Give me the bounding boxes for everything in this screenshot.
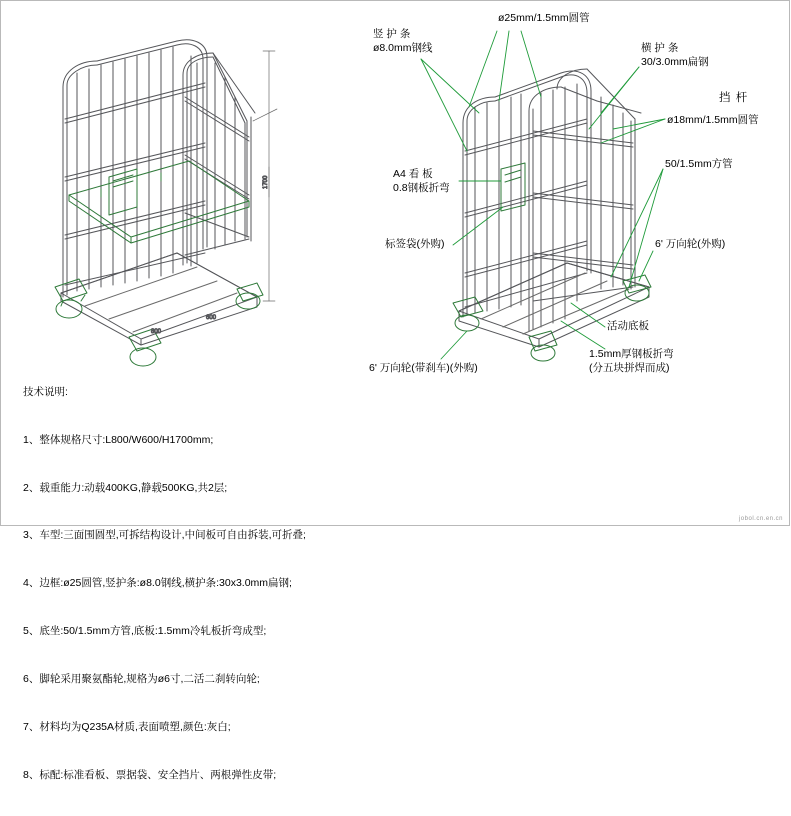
callout-line: 活动底板 — [607, 320, 649, 332]
svg-text:600: 600 — [206, 315, 217, 321]
callout-horizontal-guard-bar — [641, 41, 709, 69]
callout-line: (分五块拼焊而成) — [589, 362, 670, 375]
left-view-cage — [55, 40, 277, 366]
caster-rear-right — [236, 283, 263, 309]
callout-line: ø8.0mm钢线 — [373, 42, 433, 55]
callout-line: ø18mm/1.5mm圆管 — [667, 114, 759, 126]
callout-line: 50/1.5mm方管 — [665, 158, 733, 170]
callout-base-plate-spec — [589, 347, 674, 375]
callout-caster-6-inch — [655, 237, 725, 251]
caster-right-front — [529, 331, 557, 361]
spec-row: 5、底坐:50/1.5mm方管,底板:1.5mm冷轧板折弯成型; — [23, 625, 267, 638]
callout-stop-bar-title — [719, 91, 748, 107]
callout-label-pocket — [385, 237, 445, 251]
callout-line: 30/3.0mm扁钢 — [641, 56, 709, 69]
spec-row: 6、脚轮采用聚氨酯轮,规格为ø6寸,二活二刹转向轮; — [23, 673, 260, 686]
callout-line: ø25mm/1.5mm圆管 — [498, 12, 590, 24]
watermark: jobol.cn.en.cn — [738, 516, 783, 522]
callout-line: 挡 杆 — [719, 92, 749, 104]
callout-square-tube-50 — [665, 157, 733, 171]
callout-line: 1.5mm厚钢板折弯 — [589, 348, 674, 360]
spec-row: 4、边框:ø25圆管,竖护条:ø8.0钢线,横护条:30x3.0mm扁钢; — [23, 577, 292, 590]
callout-a4-board — [393, 167, 450, 195]
spec-row: 2、载重能力:动载400KG,静载500KG,共2层; — [23, 481, 228, 494]
callout-vertical-guard-bar — [373, 27, 433, 55]
spec-row: 8、标配:标准看板、票据袋、安全挡片、两根弹性皮带; — [23, 768, 277, 781]
spec-block — [23, 353, 306, 816]
callout-stop-bar-spec — [667, 113, 759, 127]
callout-line: 标签袋(外购) — [385, 238, 445, 250]
spec-row: 1、整体规格尺寸:L800/W600/H1700mm; — [23, 433, 214, 446]
svg-text:800: 800 — [151, 329, 162, 335]
callout-line: 6' 万向轮(外购) — [655, 238, 726, 250]
callout-movable-base-plate — [607, 319, 649, 333]
spec-row: 3、车型:三面围圆型,可拆结构设计,中间板可自由拆装,可折叠; — [23, 529, 306, 542]
callout-caster-6-inch-brake — [369, 361, 478, 375]
callout-line: A4 看 板 — [393, 168, 433, 180]
callout-line: 0.8钢板折弯 — [393, 182, 450, 195]
callout-line: 竖 护 条 — [373, 28, 411, 40]
spec-row: 7、材料均为Q235A材质,表面喷塑,颜色:灰白; — [23, 720, 231, 733]
svg-text:1700: 1700 — [263, 175, 269, 189]
callout-line: 6' 万向轮(带刹车)(外购) — [369, 362, 478, 374]
spec-title: 技术说明: — [23, 385, 68, 398]
caster-right-rear — [623, 275, 651, 301]
callout-line: 横 护 条 — [641, 42, 679, 54]
callout-round-tube-25 — [498, 11, 590, 25]
right-view-cage — [453, 69, 651, 361]
